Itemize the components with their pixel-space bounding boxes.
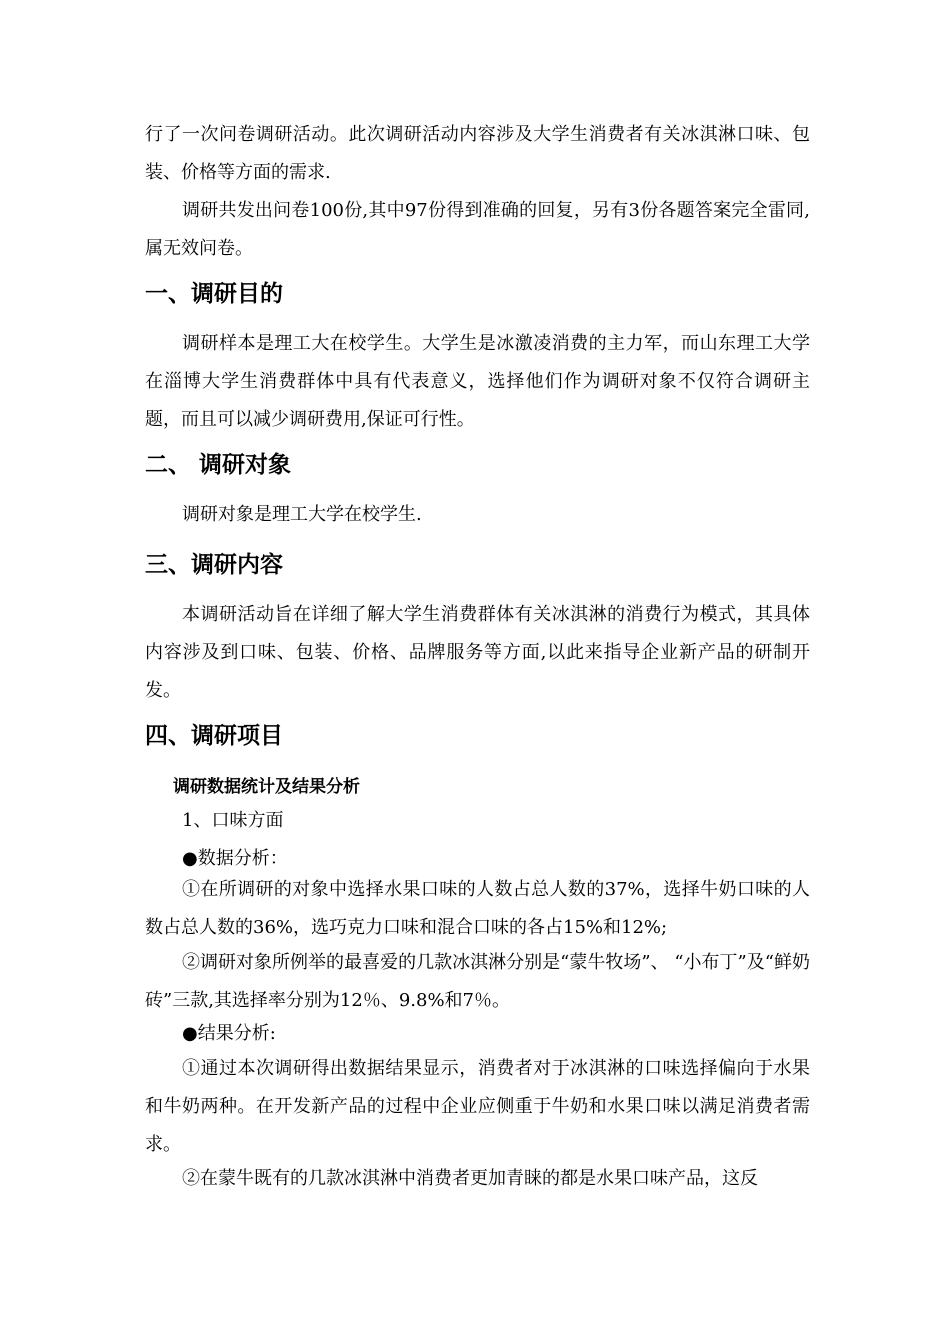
purpose-paragraph: 调研样本是理工大在校学生。大学生是冰激凌消费的主力军，而山东理工大学在淄博大学生消费群体中具有代表意义，选择他们作为调研对象不仅符合调研主题，而且可以减少调研费用,保证可行性。	[145, 333, 810, 430]
data-analysis-item-1: ①在所调研的对象中选择水果口味的人数占总人数的37%，选择牛奶口味的人数占总人数的36%，选巧克力口味和混合口味的各占15%和12%;	[145, 879, 810, 938]
result-analysis-item-2: ②在蒙牛既有的几款冰淇淋中消费者更加青睐的都是水果口味产品，这反	[182, 1168, 758, 1189]
result-analysis-item-1: ①通过本次调研得出数据结果显示，消费者对于冰淇淋的口味选择偏向于水果和牛奶两种。在开发新产品的过程中企业应侧重于牛奶和水果口味以满足消费者需求。	[145, 1058, 810, 1155]
object-paragraph: 调研对象是理工大学在校学生.	[182, 504, 422, 525]
heading-content: 三、调研内容	[145, 552, 283, 578]
heading-purpose: 一、调研目的	[145, 281, 283, 307]
heading-object: 二、 调研对象	[145, 452, 292, 478]
data-analysis-label: ●数据分析：	[182, 848, 288, 869]
data-analysis-item-2: ②调研对象所例举的最喜爱的几款冰淇淋分别是“蒙牛牧场”、 “小布丁”及“鲜奶砖”三款,其选择率分别为12％、9.8%和7％。	[145, 952, 810, 1011]
result-analysis-label: ●结果分析:	[182, 1023, 276, 1044]
content-paragraph: 本调研活动旨在详细了解大学生消费群体有关冰淇淋的消费行为模式，其具体内容涉及到口味、包装、价格、品牌服务等方面,以此来指导企业新产品的研制开发。	[145, 604, 810, 701]
flavor-section-label: 1、口味方面	[182, 810, 284, 831]
intro-continuation-paragraph: 行了一次问卷调研活动。此次调研活动内容涉及大学生消费者有关冰淇淋口味、包装、价格等方面的需求.	[145, 124, 810, 183]
heading-stats: 调研数据统计及结果分析	[173, 777, 360, 797]
heading-items: 四、调研项目	[145, 723, 283, 749]
survey-count-paragraph: 调研共发出问卷100份,其中97份得到准确的回复，另有3份各题答案完全雷同,属无效问卷。	[145, 200, 810, 259]
